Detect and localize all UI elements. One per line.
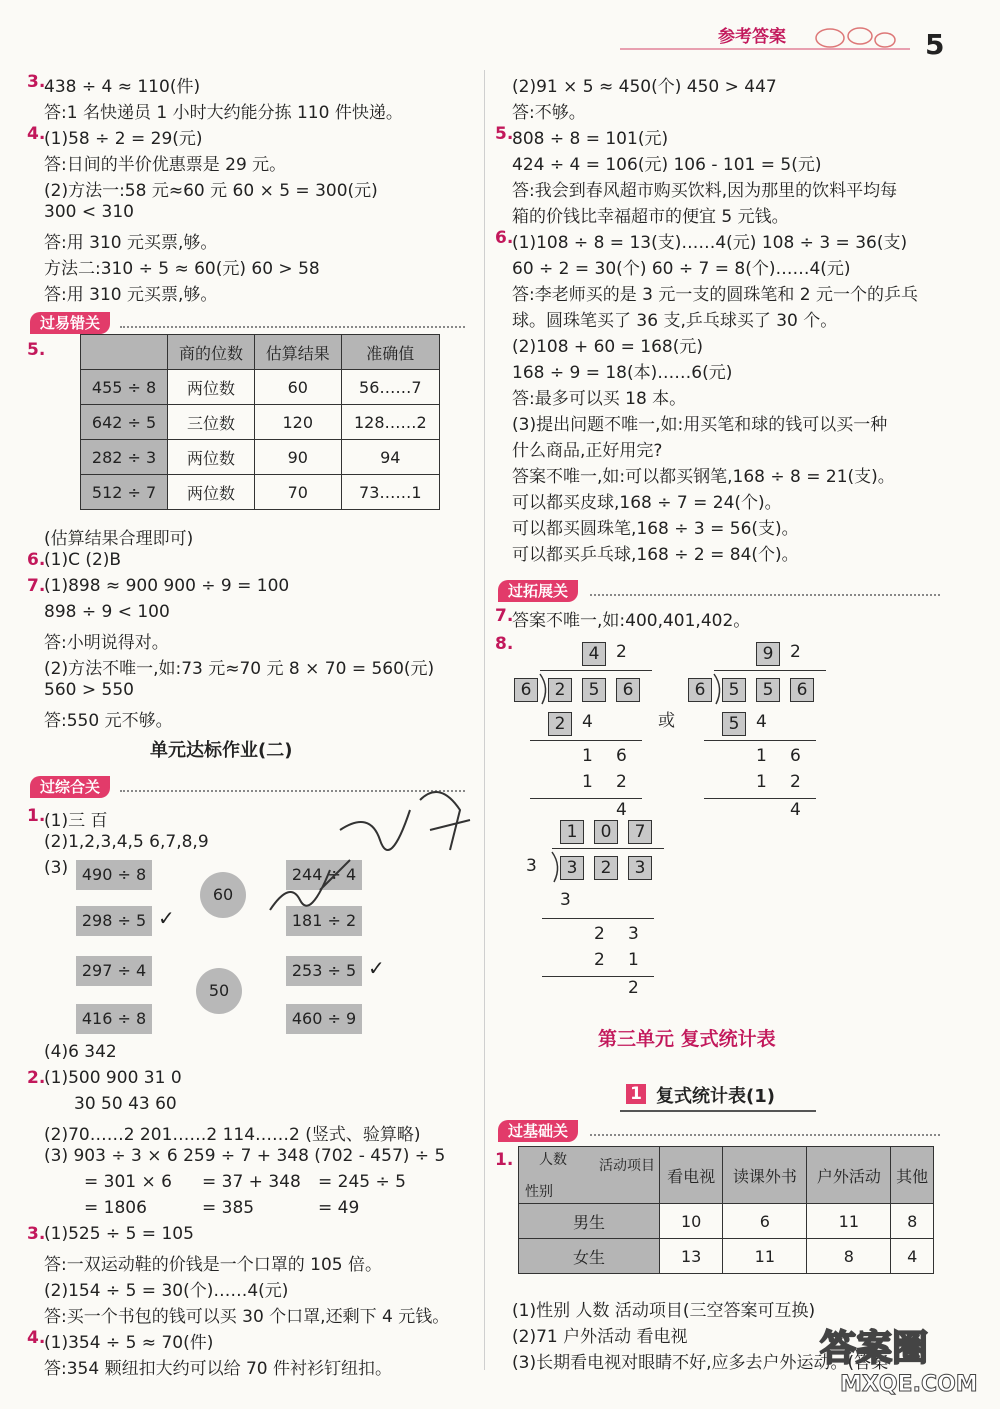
answer-line: 898 ÷ 9 < 100: [44, 602, 170, 622]
estimate-table: [80, 334, 440, 510]
answer-line: (4)6 342: [44, 1042, 117, 1062]
table-corner-cell: [519, 1147, 660, 1204]
answer-line: 答:用 310 元买票,够。: [44, 285, 218, 305]
answer-line: (估算结果合理即可): [44, 529, 194, 549]
table-cell: 11: [723, 1239, 807, 1274]
answer-line: 可以都买乒乓球,168 ÷ 2 = 84(个)。: [512, 545, 799, 565]
quotient-digit: 1: [560, 820, 584, 844]
table-header-cell: 看电视: [660, 1147, 723, 1204]
answer-line: 答:最多可以买 18 本。: [512, 389, 687, 409]
quotient-digit: 0: [594, 820, 618, 844]
dividend-digit: 6: [616, 678, 640, 702]
table-cell: 512 ÷ 7: [81, 475, 168, 510]
table-header-cell: 准确值: [341, 335, 439, 370]
dividend-digit: 3: [560, 856, 584, 880]
question-number: 3.: [27, 1224, 46, 1244]
table-cell: 两位数: [168, 370, 255, 405]
section-title: 第三单元 复式统计表: [598, 1028, 776, 1050]
answer-line: 答:小明说得对。: [44, 633, 169, 653]
quotient-digit: 2: [790, 642, 801, 662]
answer-line: (3): [44, 858, 69, 878]
division-rule: [530, 798, 642, 799]
answer-line: (2)70……2 201……2 114……2 (竖式、验算略): [44, 1125, 421, 1145]
answer-line: 答:日间的半价优惠票是 29 元。: [44, 155, 287, 175]
division-block: 181 ÷ 2: [286, 906, 362, 936]
compound-stats-table: [518, 1146, 934, 1274]
dividend-digit: 6: [790, 678, 814, 702]
corner-label: 性别: [525, 1184, 553, 1200]
answer-line: = 245 ÷ 5: [318, 1172, 406, 1192]
table-cell: 10: [660, 1204, 723, 1239]
tag-guo-ji-chu-guan: 过基础关: [498, 1120, 578, 1142]
table-cell: 4: [891, 1239, 934, 1274]
answer-line: 答:550 元不够。: [44, 711, 173, 731]
step-digit: 4: [582, 712, 593, 732]
watermark-logo: [820, 1320, 928, 1371]
division-rule: [704, 798, 816, 799]
division-rule: [552, 848, 664, 849]
answer-line: 方法二:310 ÷ 5 ≈ 60(元) 60 > 58: [44, 259, 320, 279]
question-number: 5.: [495, 124, 514, 144]
divisor-digit: 3: [526, 856, 537, 876]
answer-line: 可以都买皮球,168 ÷ 7 = 24(个)。: [512, 493, 782, 513]
answer-line: 560 > 550: [44, 680, 134, 700]
question-number: 2.: [27, 1068, 46, 1088]
table-cell: 三位数: [168, 405, 255, 440]
table-row: [81, 475, 440, 510]
handwriting-scribble: [260, 770, 480, 940]
page-number: 5: [925, 28, 945, 61]
table-header-cell: 估算结果: [254, 335, 341, 370]
question-number: 1.: [495, 1150, 514, 1170]
answer-line: (2)方法不唯一,如:73 元≈70 元 8 × 70 = 560(元): [44, 659, 435, 679]
answer-line: 答案不唯一,如:可以都买钢笔,168 ÷ 8 = 21(支)。: [512, 467, 895, 487]
table-row: [81, 370, 440, 405]
step-digit: 1: [756, 772, 767, 792]
answer-line: 168 ÷ 9 = 18(本)……6(元): [512, 363, 733, 383]
division-block: 253 ÷ 5: [286, 956, 362, 986]
step-digit: 6: [616, 746, 627, 766]
table-cell: 60: [254, 370, 341, 405]
table-header-cell: 其他: [891, 1147, 934, 1204]
answer-line: (2)71 户外活动 看电视: [512, 1327, 688, 1347]
tag-guo-yi-cuo-guan: 过易错关: [30, 312, 110, 334]
remainder-digit: 2: [628, 978, 639, 998]
division-block: 460 ÷ 9: [286, 1004, 362, 1034]
table-cell: 两位数: [168, 475, 255, 510]
question-number: 4.: [27, 124, 46, 144]
question-number: 4.: [27, 1328, 46, 1348]
dividend-digit: 5: [756, 678, 780, 702]
table-cell: 282 ÷ 3: [81, 440, 168, 475]
answer-line: 答:一双运动鞋的价钱是一个口罩的 105 倍。: [44, 1255, 382, 1275]
answer-line: 箱的价钱比幸福超市的便宜 5 元钱。: [512, 207, 789, 227]
answer-line: (1)58 ÷ 2 = 29(元): [44, 129, 203, 149]
answer-line: = 385: [202, 1198, 255, 1218]
table-header-cell: 读课外书: [723, 1147, 807, 1204]
answer-line: (3) 903 ÷ 3 × 6 259 ÷ 7 + 348 (702 - 457) ÷ 5: [44, 1146, 446, 1166]
question-number: 6.: [495, 228, 514, 248]
lesson-title: 复式统计表(1): [656, 1086, 775, 1107]
answer-line: 球。圆珠笔买了 36 支,乒乓球买了 30 个。: [512, 311, 838, 331]
answer-line: 或: [658, 711, 675, 731]
answer-line: (2)1,2,3,4,5 6,7,8,9: [44, 832, 209, 852]
tag-guo-tuo-zhan-guan: 过拓展关: [498, 580, 578, 602]
estimate-circle: 50: [196, 968, 242, 1014]
step-digit: 6: [790, 746, 801, 766]
step-digit: 1: [582, 772, 593, 792]
divisor-digit: 6: [688, 678, 712, 702]
step-digit: 2: [594, 950, 605, 970]
estimate-circle: 60: [200, 872, 246, 918]
answer-line: (1)C (2)B: [44, 550, 122, 570]
table-cell: 642 ÷ 5: [81, 405, 168, 440]
answer-line: = 301 × 6: [84, 1172, 172, 1192]
answer-line: 答:不够。: [512, 103, 586, 123]
watermark-url: MXQE.COM: [840, 1372, 978, 1397]
answer-line: (1)525 ÷ 5 = 105: [44, 1224, 194, 1244]
step-digit: 3: [628, 924, 639, 944]
tag-guo-zong-he-guan: 过综合关: [30, 776, 110, 798]
question-number: 7.: [495, 606, 514, 626]
question-number: 3.: [27, 72, 46, 92]
answer-line: 60 ÷ 2 = 30(个) 60 ÷ 7 = 8(个)……4(元): [512, 259, 851, 279]
dotted-divider: [590, 1134, 940, 1136]
quotient-digit: 7: [628, 820, 652, 844]
division-block: 490 ÷ 8: [76, 860, 152, 890]
answer-line: (1)354 ÷ 5 ≈ 70(件): [44, 1333, 214, 1353]
step-digit: 5: [722, 712, 746, 736]
answer-line: 424 ÷ 4 = 106(元) 106 - 101 = 5(元): [512, 155, 822, 175]
step-digit: 1: [582, 746, 593, 766]
answer-line: 什么商品,正好用完?: [512, 441, 663, 461]
answer-line: 300 < 310: [44, 202, 134, 222]
answer-line: 答:354 颗纽扣大约可以给 70 件衬衫钉纽扣。: [44, 1359, 393, 1379]
dividend-digit: 2: [548, 678, 572, 702]
table-cell: 128……2: [341, 405, 439, 440]
step-digit: 2: [594, 924, 605, 944]
dotted-divider: [120, 326, 465, 328]
corner-label: 活动项目: [599, 1158, 655, 1174]
answer-line: (3)长期看电视对眼睛不好,应多去户外运动。(答案: [512, 1353, 889, 1373]
answer-line: 答:我会到春风超市购买饮料,因为那里的饮料平均每: [512, 181, 898, 201]
lesson-number-badge: 1: [626, 1084, 646, 1104]
dividend-digit: 5: [582, 678, 606, 702]
dividend-digit: 2: [594, 856, 618, 880]
answer-line: (1)三 百: [44, 811, 108, 831]
table-cell: 90: [254, 440, 341, 475]
question-number: 1.: [27, 806, 46, 826]
table-cell: 8: [891, 1204, 934, 1239]
answer-line: 答:1 名快递员 1 小时大约能分拣 110 件快递。: [44, 103, 403, 123]
dividend-digit: 5: [722, 678, 746, 702]
check-mark-icon: ✓: [368, 956, 385, 980]
table-cell: 两位数: [168, 440, 255, 475]
division-rule: [540, 670, 652, 671]
table-row: [81, 405, 440, 440]
watermark-text: 答案圈: [820, 1328, 929, 1369]
answer-line: 438 ÷ 4 ≈ 110(件): [44, 77, 201, 97]
answer-line: (1)108 ÷ 8 = 13(支)……4(元) 108 ÷ 3 = 36(支): [512, 233, 908, 253]
table-cell: 455 ÷ 8: [81, 370, 168, 405]
table-header-cell: 商的位数: [168, 335, 255, 370]
table-header-cell: 户外活动: [807, 1147, 891, 1204]
division-block: 244 ÷ 4: [286, 860, 362, 890]
table-cell: 6: [723, 1204, 807, 1239]
dotted-divider: [590, 594, 940, 596]
table-row: [81, 440, 440, 475]
step-digit: 4: [756, 712, 767, 732]
answer-line: 答:用 310 元买票,够。: [44, 233, 218, 253]
answer-line: (2)91 × 5 ≈ 450(个) 450 > 447: [512, 77, 777, 97]
answer-line: (2)108 + 60 = 168(元): [512, 337, 703, 357]
division-rule: [714, 670, 826, 671]
table-cell: 11: [807, 1204, 891, 1239]
table-cell: 73……1: [341, 475, 439, 510]
remainder-digit: 4: [616, 800, 627, 820]
answer-line: 答:李老师买的是 3 元一支的圆珠笔和 2 元一个的乒乓: [512, 285, 918, 305]
answer-line: = 49: [318, 1198, 360, 1218]
step-digit: 2: [790, 772, 801, 792]
corner-label: 人数: [539, 1152, 567, 1168]
answer-line: (1)898 ≈ 900 900 ÷ 9 = 100: [44, 576, 290, 596]
division-rule: [542, 918, 654, 919]
answer-line: (2)154 ÷ 5 = 30(个)……4(元): [44, 1281, 289, 1301]
division-block: 298 ÷ 5: [76, 906, 152, 936]
decorative-swirl-icon: [810, 22, 900, 54]
answer-line: 答:买一个书包的钱可以买 30 个口罩,还剩下 4 元钱。: [44, 1307, 450, 1327]
table-cell: 120: [254, 405, 341, 440]
answer-line: 30 50 43 60: [74, 1094, 177, 1114]
check-mark-icon: ✓: [158, 906, 175, 930]
answer-line: 808 ÷ 8 = 101(元): [512, 129, 669, 149]
unit-title: 单元达标作业(二): [150, 740, 293, 761]
table-row: [519, 1204, 934, 1239]
answer-line: = 37 + 348: [202, 1172, 301, 1192]
table-cell: 13: [660, 1239, 723, 1274]
division-rule: [530, 740, 642, 741]
row-label: 男生: [519, 1204, 660, 1239]
answer-line: (3)提出问题不唯一,如:用买笔和球的钱可以买一种: [512, 415, 888, 435]
table-cell: 8: [807, 1239, 891, 1274]
question-number: 5.: [27, 340, 46, 360]
answer-line: 答案不唯一,如:400,401,402。: [512, 611, 751, 631]
step-digit: 2: [616, 772, 627, 792]
dividend-digit: 3: [628, 856, 652, 880]
division-rule: [542, 976, 654, 977]
step-digit: 1: [628, 950, 639, 970]
remainder-digit: 4: [790, 800, 801, 820]
row-label: 女生: [519, 1239, 660, 1274]
division-block: 416 ÷ 8: [76, 1004, 152, 1034]
table-cell: 70: [254, 475, 341, 510]
table-cell: 56……7: [341, 370, 439, 405]
quotient-digit: 9: [756, 642, 780, 666]
division-block: 297 ÷ 4: [76, 956, 152, 986]
answer-line: = 1806: [84, 1198, 147, 1218]
step-digit: 3: [560, 890, 571, 910]
division-rule: [704, 740, 816, 741]
answer-line: (2)方法一:58 元≈60 元 60 × 5 = 300(元): [44, 181, 378, 201]
table-cell: 94: [341, 440, 439, 475]
step-digit: 1: [756, 746, 767, 766]
table-row: [519, 1239, 934, 1274]
question-number: 6.: [27, 550, 46, 570]
column-divider: [484, 70, 485, 1370]
table-header-cell: [81, 335, 168, 370]
quotient-digit: 2: [616, 642, 627, 662]
divisor-digit: 6: [514, 678, 538, 702]
answer-line: (1)性别 人数 活动项目(三空答案可互换): [512, 1301, 816, 1321]
answer-line: 可以都买圆珠笔,168 ÷ 3 = 56(支)。: [512, 519, 799, 539]
header-title: 参考答案: [718, 27, 786, 47]
question-number: 8.: [495, 634, 514, 654]
step-digit: 2: [548, 712, 572, 736]
question-number: 7.: [27, 576, 46, 596]
quotient-digit: 4: [582, 642, 606, 666]
answer-line: (1)500 900 31 0: [44, 1068, 182, 1088]
